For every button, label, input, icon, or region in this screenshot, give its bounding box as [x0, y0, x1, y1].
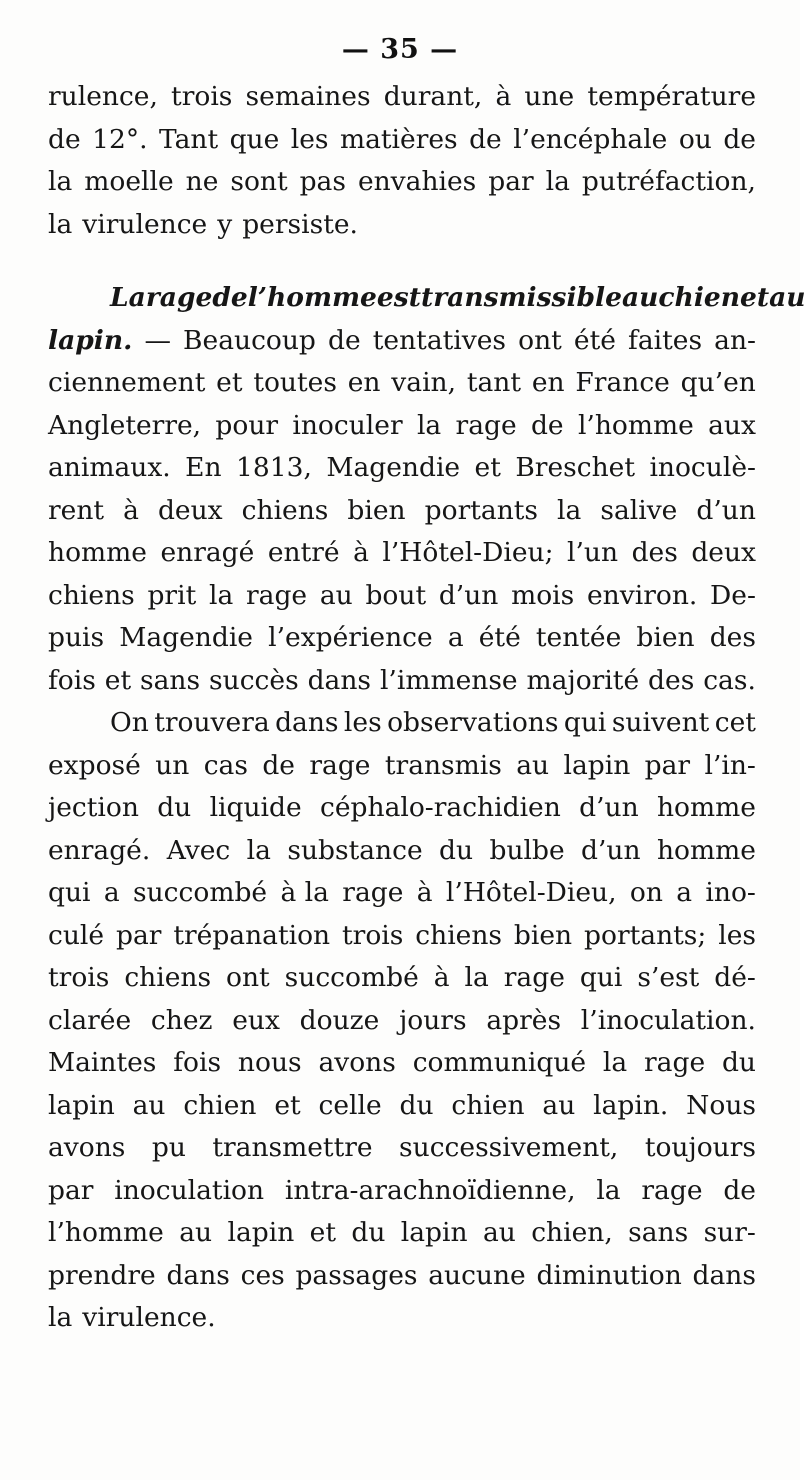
- word: succès: [209, 664, 299, 696]
- word: fois: [48, 664, 96, 696]
- word: succombé: [133, 877, 268, 908]
- word: du: [439, 834, 474, 866]
- text-line: [48, 745, 756, 788]
- word: été: [478, 622, 521, 653]
- word: rage: [455, 409, 517, 441]
- body-text: [48, 76, 806, 1340]
- word: de: [212, 282, 248, 313]
- word: trois: [171, 81, 233, 112]
- word: l’homme: [577, 409, 694, 441]
- word: la: [545, 166, 570, 197]
- word: transmis: [384, 749, 502, 781]
- word: semaines: [245, 81, 371, 112]
- text-line: [48, 320, 756, 363]
- word: lapin.: [48, 324, 133, 356]
- word: qui: [579, 962, 623, 993]
- word: Breschet: [515, 452, 635, 483]
- word: qu’en: [680, 367, 756, 398]
- word: cas.: [703, 664, 756, 696]
- word: En: [185, 452, 222, 483]
- word: après: [486, 1004, 562, 1036]
- word: a: [676, 877, 693, 908]
- word: dans: [692, 1259, 756, 1291]
- word: l’immense: [379, 664, 518, 696]
- word: et: [309, 1217, 336, 1248]
- word: sont: [230, 166, 288, 197]
- word: du: [399, 1089, 434, 1121]
- word: été: [573, 324, 616, 356]
- word: ou: [678, 123, 712, 155]
- word: chien: [183, 1089, 257, 1121]
- word: au: [621, 282, 659, 313]
- word: des: [709, 622, 756, 653]
- word: la: [48, 166, 73, 197]
- word: dé-: [714, 962, 756, 993]
- page-number: — 35 —: [341, 34, 459, 65]
- word: ont: [226, 962, 270, 993]
- word: inoculè-: [649, 452, 756, 483]
- text-line: [48, 1255, 756, 1298]
- word: —: [144, 324, 171, 356]
- word: l’Hôtel-Dieu,: [445, 877, 617, 908]
- word: 12°.: [92, 123, 148, 155]
- text-line: [48, 787, 756, 830]
- word: jours: [399, 1004, 467, 1036]
- word: inoculer: [292, 409, 403, 441]
- word: chiens: [241, 494, 329, 526]
- word: au: [482, 1217, 516, 1248]
- word: au: [179, 1217, 213, 1248]
- word: a: [103, 877, 120, 908]
- word: bout: [365, 579, 427, 611]
- word: de: [723, 1174, 756, 1206]
- word: lapin: [563, 749, 631, 781]
- word: les: [290, 123, 329, 155]
- word: lapin: [48, 1089, 115, 1121]
- word: de: [469, 123, 502, 155]
- text-line: [48, 362, 756, 405]
- word: pas: [299, 166, 346, 197]
- word: successivement,: [399, 1132, 619, 1163]
- word: celle: [318, 1089, 382, 1121]
- word: entré: [267, 537, 340, 568]
- word: la: [48, 208, 73, 240]
- word: On: [110, 707, 149, 738]
- word: la: [48, 1302, 73, 1333]
- word: ino-: [705, 877, 756, 908]
- word: transmettre: [212, 1132, 373, 1163]
- word: succombé: [284, 962, 419, 993]
- word: les: [718, 919, 756, 951]
- word: deux: [157, 494, 223, 526]
- word: bien: [347, 494, 406, 526]
- word: rage: [245, 579, 308, 611]
- word: inoculation: [114, 1174, 265, 1206]
- word: nous: [237, 1047, 302, 1078]
- word: qui: [48, 877, 91, 908]
- word: rage: [503, 962, 565, 993]
- word: France: [575, 367, 670, 398]
- word: bien: [513, 919, 573, 951]
- word: Tant: [158, 123, 219, 155]
- word: rent: [48, 494, 105, 526]
- word: par: [115, 919, 162, 951]
- text-line: [48, 575, 756, 618]
- word: d’un: [438, 579, 499, 611]
- text-line: [48, 1297, 756, 1340]
- word: de: [328, 324, 361, 356]
- word: bulbe: [489, 834, 565, 866]
- word: l’Hôtel-Dieu;: [382, 537, 554, 568]
- word: au: [542, 1089, 576, 1121]
- word: par: [488, 166, 534, 197]
- word: d’un: [696, 494, 756, 526]
- text-line: [48, 1170, 756, 1213]
- word: lapin: [227, 1217, 295, 1248]
- word: portants;: [584, 919, 707, 951]
- text-line: [48, 1085, 756, 1128]
- word: en: [531, 367, 565, 398]
- word: et: [274, 1089, 301, 1121]
- word: jection: [48, 792, 139, 823]
- word: à: [433, 962, 450, 993]
- word: homme: [656, 834, 756, 866]
- word: à: [353, 537, 369, 568]
- word: un: [155, 749, 190, 781]
- word: virulence: [82, 208, 208, 240]
- word: vain,: [391, 367, 457, 398]
- text-line: [48, 490, 756, 533]
- word: s’est: [637, 962, 700, 993]
- word: l’in-: [704, 749, 756, 781]
- word: toutes: [253, 367, 337, 398]
- word: diminution: [536, 1259, 682, 1291]
- word: suivent: [611, 707, 710, 738]
- word: liquide: [209, 792, 302, 823]
- word: passages: [295, 1259, 418, 1291]
- word: sans: [140, 664, 201, 696]
- word: sur-: [703, 1217, 756, 1248]
- word: prendre: [48, 1259, 156, 1291]
- text-line: [48, 405, 756, 448]
- text-line: [48, 957, 756, 1000]
- word: et: [740, 282, 770, 313]
- word: en: [347, 367, 381, 398]
- word: et: [474, 452, 501, 483]
- word: La: [110, 282, 146, 313]
- word: envahies: [357, 166, 477, 197]
- word: à: [495, 81, 512, 112]
- word: putréfaction,: [581, 166, 756, 197]
- text-line: [48, 447, 756, 490]
- word: eux: [232, 1004, 280, 1036]
- text-line: [48, 660, 756, 703]
- word: est: [376, 282, 421, 313]
- word: des: [631, 537, 678, 568]
- word: l’homme: [247, 282, 377, 313]
- word: on: [629, 877, 663, 908]
- text-line: [48, 1042, 756, 1085]
- word: l’inoculation.: [580, 1004, 756, 1036]
- text-line: [48, 76, 756, 119]
- word: dans: [307, 664, 372, 696]
- word: d’un: [579, 792, 639, 823]
- text-line: [48, 830, 756, 873]
- text-line: [48, 1127, 756, 1170]
- word: durant,: [383, 81, 483, 112]
- word: rage: [309, 749, 371, 781]
- word: y: [217, 208, 233, 240]
- word: Magendie: [119, 622, 253, 653]
- word: sans: [628, 1217, 689, 1248]
- word: faites: [628, 324, 703, 356]
- word: à: [416, 877, 433, 908]
- word: matières: [339, 123, 458, 155]
- word: de: [723, 123, 756, 155]
- word: pour: [215, 409, 279, 441]
- word: rulence,: [48, 81, 158, 112]
- word: la: [246, 834, 271, 866]
- word: à: [123, 494, 139, 526]
- word: rage: [641, 1174, 703, 1206]
- text-line: [48, 617, 756, 660]
- word: chien: [658, 282, 741, 313]
- word: ciennement: [48, 367, 206, 398]
- word: d’un: [581, 834, 641, 866]
- word: avons: [318, 1047, 396, 1078]
- word: bien: [636, 622, 695, 653]
- word: homme: [656, 792, 756, 823]
- word: aucune: [428, 1259, 526, 1291]
- word: température: [587, 81, 756, 112]
- word: rage: [145, 282, 213, 313]
- word: et: [104, 664, 132, 696]
- text-line: [48, 872, 756, 915]
- word: substance: [287, 834, 423, 866]
- word: exposé: [48, 749, 141, 781]
- word: chiens: [124, 962, 212, 993]
- word: de: [530, 409, 564, 441]
- word: à la: [280, 877, 329, 908]
- text-line: [48, 532, 756, 575]
- word: chez: [150, 1004, 213, 1036]
- word: Magendie: [326, 452, 461, 483]
- text-line: [48, 915, 756, 958]
- word: de: [48, 123, 81, 155]
- word: l’homme: [48, 1217, 164, 1248]
- text-line: [48, 119, 756, 162]
- text-line: [48, 1212, 756, 1255]
- word: puis: [48, 622, 105, 653]
- word: la: [557, 494, 582, 526]
- word: an-: [714, 324, 756, 356]
- text-line: [48, 277, 806, 320]
- word: Maintes: [48, 1047, 157, 1078]
- word: culé: [48, 919, 105, 951]
- word: les: [343, 707, 382, 738]
- word: homme: [48, 537, 147, 568]
- word: l’encéphale: [513, 123, 668, 155]
- word: douze: [299, 1004, 380, 1036]
- word: la: [596, 1174, 621, 1206]
- word: au: [132, 1089, 166, 1121]
- text-line: [48, 1000, 756, 1043]
- word: cas: [203, 749, 248, 781]
- word: fois: [173, 1047, 222, 1078]
- word: observations: [387, 707, 559, 738]
- word: Avec: [166, 834, 231, 866]
- word: et: [216, 367, 243, 398]
- word: chien: [451, 1089, 525, 1121]
- word: mois: [511, 579, 575, 611]
- word: Angleterre,: [48, 409, 202, 441]
- word: Nous: [686, 1089, 756, 1121]
- word: trois: [48, 962, 110, 993]
- word: intra-arachnoïdienne,: [284, 1174, 576, 1206]
- word: transmissible: [420, 282, 622, 313]
- word: ces: [240, 1259, 285, 1291]
- word: chiens: [48, 579, 135, 611]
- word: rage: [644, 1047, 706, 1078]
- word: du: [721, 1047, 756, 1078]
- word: tentée: [535, 622, 622, 653]
- word: la: [416, 409, 442, 441]
- word: rage: [342, 877, 404, 908]
- word: au: [516, 749, 550, 781]
- word: des: [648, 664, 695, 696]
- word: toujours: [644, 1132, 756, 1163]
- word: De-: [710, 579, 756, 611]
- word: environ.: [587, 579, 698, 611]
- text-line: [48, 204, 756, 247]
- word: au: [319, 579, 353, 611]
- word: tant: [466, 367, 522, 398]
- word: ne: [185, 166, 219, 197]
- word: chiens: [415, 919, 503, 951]
- word: virulence.: [82, 1302, 216, 1333]
- word: par: [48, 1174, 94, 1206]
- text-line: [48, 161, 756, 204]
- word: deux: [691, 537, 756, 568]
- word: clarée: [48, 1004, 132, 1036]
- word: Beaucoup: [183, 324, 316, 356]
- word: dans: [275, 707, 339, 738]
- text-line: [48, 702, 756, 745]
- word: chien,: [531, 1217, 613, 1248]
- word: tentatives: [372, 324, 507, 356]
- word: trouvera: [154, 707, 270, 738]
- word: enragé.: [48, 834, 151, 866]
- word: de: [262, 749, 295, 781]
- word: la: [208, 579, 234, 611]
- word: céphalo-rachidien: [320, 792, 561, 823]
- word: la: [464, 962, 489, 993]
- word: qui: [563, 707, 607, 738]
- word: persiste.: [242, 208, 358, 240]
- word: salive: [600, 494, 678, 526]
- word: cet: [714, 707, 756, 738]
- word: ont: [518, 324, 562, 356]
- word: enragé: [160, 537, 255, 568]
- word: au: [769, 282, 806, 313]
- word: aux: [708, 409, 756, 441]
- word: trépanation: [173, 919, 331, 951]
- word: lapin: [400, 1217, 468, 1248]
- word: pu: [151, 1132, 186, 1163]
- word: portants: [424, 494, 539, 526]
- word: a: [447, 622, 464, 653]
- word: avons: [48, 1132, 126, 1163]
- word: la: [602, 1047, 628, 1078]
- word: une: [524, 81, 575, 112]
- word: animaux.: [48, 452, 171, 483]
- word: moelle: [84, 166, 174, 197]
- word: trois: [342, 919, 404, 951]
- word: dans: [166, 1259, 230, 1291]
- word: 1813,: [236, 452, 312, 483]
- word: l’expérience: [268, 622, 433, 653]
- word: par: [644, 749, 691, 781]
- word: lapin.: [593, 1089, 669, 1121]
- word: l’un: [567, 537, 619, 568]
- word: que: [229, 123, 280, 155]
- word: majorité: [526, 664, 640, 696]
- word: communiqué: [412, 1047, 587, 1078]
- word: prit: [147, 579, 197, 611]
- word: du: [351, 1217, 386, 1248]
- word: du: [157, 792, 192, 823]
